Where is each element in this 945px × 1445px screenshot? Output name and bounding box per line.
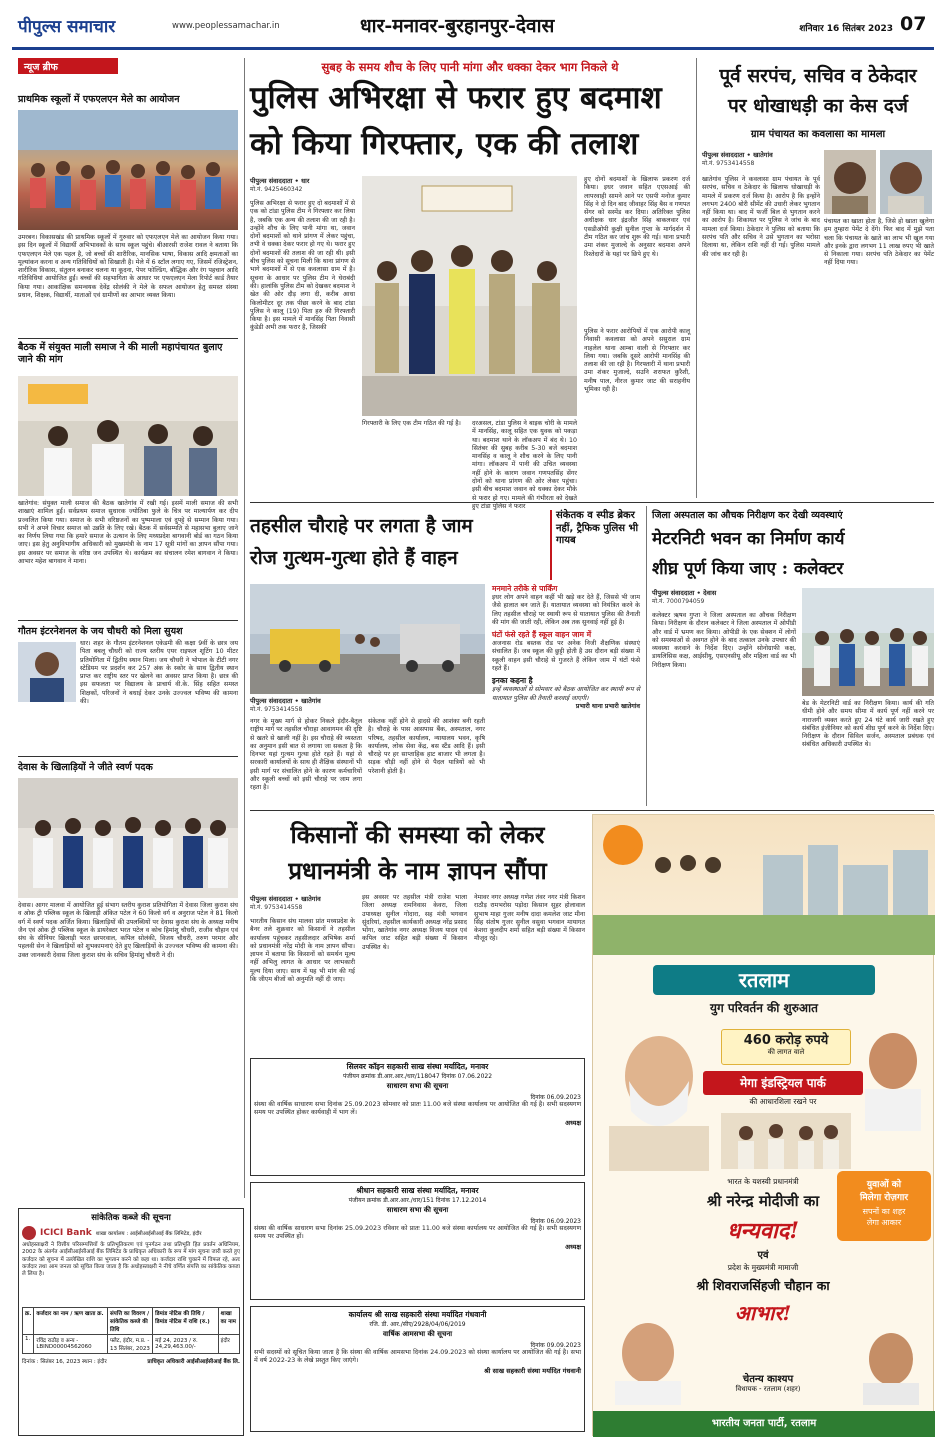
byline-place: खातेगांव [753,151,773,159]
hospital-kicker: जिला अस्पताल का औचक निरीक्षण कर देखी व्यवस्थाएं [652,510,843,521]
box-head-quote: इनका कहना है [492,676,533,686]
police-group-graphic [362,176,577,416]
ad-mla-post: विधायक - रतलाम (शहर) [735,1385,801,1393]
farmers-col2: इस अवसर पर तहसील मंत्री राजेश भाला जिला अध्यक्ष रामनिवास केवरा, जिला उपाध्यक्ष सुनील गोदारा, सह मंत्री भगवान सुंदरियां, तहसील कार्यकारी अध्यक्ष नरेंद्र प्रसाद भोंगा, खातेगांव नगर अध्यक्ष विजय यादव एवं कपिल जाट सहित बड़ी संख्या में किसान उपस्थित थे। [362,894,467,951]
brief-item2-body: खातेगांव: संयुक्त माली समाज की बैठक खातेगांव में रखी गई। इसमें माली समाज की सभी शाखाएं शामिल हुईं। सर्वप्रथम समाज सुधारक ज्योतिबा फुले के चित्र पर माल्यार्पण कर दीप प्रज्वलित किया गया। समाज के सभी वरिष्ठजनों का पुष्पमाला एवं दुपट्टे से सम्मान किया गया। सभी ने अपने विचार समाज को उन्नति के लिए रखे। बैठक में सर्वसम्मति से महासभा बुलाए जाने का निर्णय लिया गया कि हमारे समाज के उत्थान के लिए मध्यप्रदेश बागवानी बोर्ड का गठन किया जाए। इस हेतु अनुविभागीय अधिकारी को मुख्यमंत्री के नाम 17 सूत्री मांगों का ज्ञापन सौंपा गया। इस अवसर पर समाज के वरिष्ठ जन उपस्थित थे। कार्यक्रम का संचालन रमेश बागवान ने किया। आभार महेश बागवान ने माना। [18,500,238,566]
icici-sign: प्राधिकृत अधिकारी आईसीआईसीआई बैंक लि. [147,1359,240,1365]
farmers-byline: पीपुल्स संवाददाता • खातेगांव मो.नं. 9753414558 [250,894,355,916]
table-header: संपत्ति का विवरण / सांकेतिक कब्जे की तिथि [107,1308,152,1335]
byline-place: खातेगांव [301,697,321,705]
byline-name: पीपुल्स संवाददाता [250,177,293,185]
shivraj-photo [855,1021,931,1131]
box-body-school: अजनास रोड बस्तक रोड पर अनेक निजी शैक्षणिक संस्थाएं संचालित हैं। जब स्कूल की छुट्टी होती है उस दौरान बड़ी संख्या में स्कूली वाहन इसी चौराहे से गुजरते हैं लेकिन जाम में घंटों फंसे रहते हैं। [492,640,640,673]
byline-name: पीपुल्स संवाददाता [652,589,695,597]
traffic-side-head: संकेतक व स्पीड ब्रेकर नहीं, ट्रैफिक पुलिस भी गायब [550,510,640,580]
edition-title: धार-मनावर-बुरहानपुर-देवास [360,15,555,37]
players-group-graphic [18,778,238,898]
box-quote: इन्हें व्यवस्थाओं से सोमवार को बैठक आयोजित कर स्थायी रूप से यातायात पुलिस की तैनाती करवाई जाएगी। [492,686,640,702]
column-divider [244,58,245,1198]
farmers-col1: भारतीय किसान संघ मालवा प्रांत मध्यप्रदेश के बैनर तले शुक्रवार को किसानों ने तहसील कार्यालय पहुंचकर तहसीलदार अभिषेक शर्मा को प्रधानमंत्री नरेंद्र मोदी के नाम ज्ञापन सौंपा। ज्ञापन में बताया कि किसानों को समर्थन मूल्य नहीं अभिलु लागत के आधार पर लाभकारी मूल्य दिया जाए। साथ में यह भी मांग की गई कि जीएम बीजों को अनुमति नहीं दी जाए। [250,918,355,984]
mla-photo-left [603,1315,693,1405]
page-number: 07 [900,13,927,35]
lead-col4: पुलिस ने फरार आरोपियों में एक आरोपी कालू निवासी कवलासा को अपने ससुराल ग्राम नाहलेल थाना आम्बा वाली से गिरफ्तार कर लिया गया। जबकि दूसरे आरोपी मानसिंह की तलाश की जा रही है। गिरफ्तारी में थाना प्रभारी उमा शंकर मुजाल्दे, सउनि शराफत कुरैशी, मनीष पाल, नीरज कुमार जाट की सराहनीय भूमिका रही है। [584,328,690,394]
table-cell: फ्लैट, इंदौर, म.प्र. - 13 सितंबर, 2023 [107,1335,152,1354]
ad-amount: 460 करोड़ रुपये [743,1033,829,1048]
ad-pm-name: श्री नरेन्द्र मोदीजी का [706,1192,820,1210]
jay-chaudhary-photo [18,642,76,702]
box-head-parking: मनमाने तरीके से पार्किंग [492,584,558,593]
fraud-headline-1: पूर्व सरपंच, सचिव व ठेकेदार [719,65,917,87]
lead-headline-1: पुलिस अभिरक्षा से फरार हुए बदमाश [250,80,662,116]
icici-footer [22,1357,240,1365]
mla-photo-right [851,1325,931,1405]
ad-tagline: युग परिवर्तन की शुरुआत [709,1001,819,1015]
traffic-byline: पीपुल्स संवाददाता • खातेगांव मो.नं. 9753414558 [250,696,485,718]
mla-portrait-graphic [603,1315,693,1405]
fraud-story [702,58,934,498]
inspection-graphic [802,588,934,696]
issue-date: शनिवार 16 सितंबर 2023 [799,24,893,34]
modi-portrait-graphic [599,1021,719,1171]
notice3-head: कार्यालय श्री साख सहकारी संस्था मर्यादित गंधवानी [348,1310,487,1319]
table-header: कर्जदार का नाम / ऋण खाता क्र. [34,1308,108,1335]
notice1-sub: पंजीयन क्रमांक डी.आर.आर./धार/118047 दिनांक 07.06.2022 [342,1073,493,1080]
school-fair-photo [18,110,238,230]
leader-portrait-graphic [851,1325,931,1405]
ad-amount-sub: की लागत वाले [767,1048,805,1056]
portrait-graphic [824,150,876,214]
ad-dream-1: सपनों का शहर [862,1207,906,1216]
industrial-skyline-graphic [593,815,935,955]
section-rule [250,502,934,503]
icici-body: अधोहस्ताक्षरी ने वित्तीय परिसम्पत्तियों के प्रतिभूतिकरण एवं पुनर्गठन तथा प्रतिभूति हित प्रवर्तन अधिनियम, 2002 के अंतर्गत आईसीआईसीआई बैंक लिमिटेड के प्राधिकृत अधिकारी के रूप में मांग सूचना जारी करते हुए कर्जदार को सूचना में उल्लेखित राशि का भुगतान करने को कहा था। कर्जदार राशि चुकाने में विफल रहे, अतः कर्जदार तथा आम जनता को सूचित किया जाता है कि अधोहस्ताक्षरी ने नीचे वर्णित संपत्ति का सांकेतिक कब्जा ले लिया है। [22,1242,240,1277]
icici-footer-date: दिनांक : सितंबर 16, 2023 स्थान : इंदौर [22,1359,107,1365]
website: www.peoplessamachar.in [172,21,280,31]
table-header: शाखा का नाम [218,1308,239,1335]
notice3-date: दिनांक 09.09.2023 [530,1342,581,1349]
notice1-title: साधारण सभा की सूचना [386,1082,449,1090]
icici-bank-name: ICICI Bank [40,1228,92,1238]
advertisement [592,814,934,1436]
fraud-body: खातेगांव पुलिस ने कवलासा ग्राम पंचायत के पूर्व सरपंच, सचिव व ठेकेदार के खिलाफ धोखाधड़ी के मामले में प्रकरण दर्ज किया है। आरोप है कि इन्होंने लगभग 2400 बोरी सीमेंट की उधारी लेकर भुगतान नहीं किया था। बाद में फर्जी बिल से भुगतान करने का आरोप है। शिकायत पर पुलिस ने जांच के बाद मामला दर्ज किया। ठेकेदार ने पुलिस को बताया कि सरपंच पति और सचिव ने उसे भुगतान का भरोसा दिलाया था, लेकिन राशि नहीं दी गई। पुलिस मामले की जांच कर रही है। [702,176,820,258]
traffic-jam-photo [250,584,485,694]
mali-samaj-meeting-photo [18,376,238,496]
icici-logo-icon [22,1226,36,1240]
notice2-title: साधारण सभा की सूचना [386,1206,449,1214]
byline-name: पीपुल्स संवाददाता [702,151,745,159]
byline-mobile: मो.नं. 9753414558 [250,706,303,713]
hospital-col2: बेड के मेटरनिटी वार्ड का निरीक्षण किया। कार्य की गति धीमी होने और समय सीमा में कार्य पूर्ण नहीं करने पर नाराजगी व्यक्त करते हुए 24 घंटे कार्य जारी रखते हुए संबंधित इंजीनियर को कार्य शीघ्र पूर्ण करने के निर्देश दिए। निरीक्षण के दौरान सिविल सर्जन, अस्पताल प्रबंधक एवं संबंधित अधिकारी उपस्थित थे। [802,700,934,749]
lotus-icon [607,825,637,855]
byline-place: धार [301,177,310,185]
icici-branch: शाखा कार्यालय : आईसीआईसीआई बैंक लिमिटेड, इंदौर [95,1231,202,1237]
brief-item3-body: धार। शहर के गौतम इंटरनेशनल एकेडमी की कक्षा 9वीं के छात्र जय पिता बबलू चौधरी को राज्य स्तरीय एयर राइफल शूटिंग 10 मीटर प्रतियोगिता में द्वितीय स्थान मिला। जय चौधरी ने भोपाल के टीटी नगर स्टेडियम पर प्रदर्शन कर 257 अंक के स्कोर के साथ द्वितीय स्थान प्राप्त कर राष्ट्रीय स्तर पर खेलने का अवसर प्राप्त किया है। छात्र की इस सफलता पर विद्यालय के प्राचार्य वी.के. सिंह सहित समस्त शिक्षकों, परिजनों ने बधाई देकर उनके उज्ज्वल भविष्य की कामना की। [80,640,238,706]
ad-cm-pre: प्रदेश के मुख्यमंत्री मामाजी [727,1263,799,1272]
table-cell: रविंद्र राठौड़ व अन्य - LBIND00004562060 [34,1335,108,1354]
byline-mobile: मो.नं. 9753414558 [250,904,303,911]
notice1-date: दिनांक 06.09.2023 [530,1094,581,1101]
ad-jobs-1: युवाओं को [866,1180,902,1190]
divider [18,338,238,339]
ad-cm-thanks: आभार! [734,1301,792,1325]
brief-item1-body: उमरबन। विकासखंड की प्राथमिक स्कूलों में गुरुवार को एफएलएन मेले का आयोजन किया गया। इस दिन स्कूलों में विद्यार्थी अभिभावकों के साथ स्कूल पहुंचे। बीआरसी राजेश रावल ने बताया कि एफएलएन मेले एक पहल है, जो बच्चों की शारीरिक, मानसिक भाषा, विकास आदि क्षमताओं का मूल्यांकन करना व अन्य गतिविधियों को सिखाती है। मेले में 6 स्टॉल लगाए गए, जिसमें रजिस्ट्रेशन, शारीरिक विकास, संतुलन बनाकर चलना या कूदना, पेपर फोल्डिंग, बौद्धिक और रंग पहचान आदि गतिविधियां आयोजित हुईं। बच्चों की सहभागिता के आधार पर एफएलएन मेला रिपोर्ट कार्ड तैयार किया गया। आकांक्षिक समन्वयक देवेंद्र सोलंकी ने मेले के सफल आयोजन हेतु समस्त संस्था प्रधान, शिक्षक, विद्यार्थी, माताओं एवं ग्रामीणों का आभार व्यक्त किया। [18,234,238,300]
table-header: क्र. [23,1308,34,1335]
masthead-rule [12,47,934,50]
notice2-sign: अध्यक्ष [565,1242,581,1251]
children-group-graphic [18,110,238,230]
byline-place: देवास [703,589,717,597]
meeting-graphic [18,376,238,496]
kurash-players-photo [18,778,238,898]
byline-name: पीपुल्स संवाददाता [250,697,293,705]
portrait-graphic [18,642,76,702]
divider [18,756,238,757]
byline-place: खातेगांव [301,895,321,903]
farmers-headline-2: प्रधानमंत्री के नाम ज्ञापन सौंपा [288,856,547,885]
ad-pm-thanks: धन्यवाद! [726,1218,800,1244]
notice3-sign: श्री साख सहकारी संस्था मर्यादित गंधवानी [484,1366,581,1375]
byline-mobile: मो.नं. 7000794059 [652,598,705,605]
portrait-graphic [880,150,932,214]
accused-photo-2 [880,150,932,214]
lead-col3: हुए दोनों बदमाशों के खिलाफ प्रकरण दर्ज किया। इधर जवान सहित एएसआई की लापरवाही सामने आने पर एसपी मनोज कुमार सिंह ने दो दिन बाद जीवाहर सिंह बैस व गणपत सेंगर को सस्पेंड कर दिया। अतिरिक्त पुलिस अधीक्षक धार इंद्रजीत सिंह बाकलवार एवं एसडीओपी कुक्षी सुनील गुप्ता के मार्गदर्शन में टीम गठित कर जांच शुरू की गई। थाना प्रभारी उमा शंकर मुजाल्दे के अनुसार बदमाश अपने रिश्तेदारों के यहां पर छिपे हुए थे। [584,176,690,258]
news-brief [18,58,238,1203]
hospital-col1: कलेक्टर ऋषव गुप्ता ने जिला अस्पताल का औचक निरीक्षण किया। निरीक्षण के दौरान कलेक्टर ने जिला अस्पताल में ओपीडी और वार्ड में भ्रमण कर किया। ओपीडी के एक सेक्शन में लोगों को समस्याओं से अवगत होने के बाद तत्काल उनके उपचार की व्यवस्था करवाने के निर्देश दिए। उन्होंने सोनोग्राफी कक्ष, डायलिसिस कक्ष, आईसीयू, एसएनसीयू और महिला वार्ड का भी निरीक्षण किया। [652,612,796,669]
traffic-story [250,506,640,806]
table-cell: 1. [23,1335,34,1354]
ad-cm-name: श्री शिवराजसिंहजी चौहान का [696,1278,830,1293]
table-cell: इंदौर [218,1335,239,1354]
hospital-byline: पीपुल्स संवाददाता • देवास मो.नं. 7000794059 [652,588,772,610]
traffic-graphic [250,584,485,694]
shivraj-portrait-graphic [855,1021,931,1131]
ad-and: एवं [757,1250,769,1261]
fraud-byline: पीपुल्स संवाददाता • खातेगांव मो.नं. 9753414558 [702,150,820,172]
brief-item4-body: देवास। आगर मालवा में आयोजित हुई संभाग स्तरीय कुराश प्रतियोगिता में देवास जिला कुराश संघ व ओक ट्री पब्लिक स्कूल के खिलाड़ी अंकित पटेल ने 60 किलो वर्ग व अनुराज पटेल ने 81 किलो वर्ग में स्वर्ण पदक अर्जित किया। खिलाड़ियों की उपलब्धियों पर देवास कुराश संघ के अध्यक्ष मनीष जैन एवं ओक ट्री पब्लिक स्कूल के डायरेक्टर भरत पटेल व कोच हिमांशु चौधरी, राजीव चौहान एवं संघ के सीनियर खिलाड़ी भरत छापरवाल, कपिल सोलंकी, विजय चौधरी, तरुण परमार और पहलवी सेन ने खिलाड़ियों को शुभकामनाएं देते हुए खिलाड़ियों के उज्ज्वल भविष्य की कामना की। उक्त जानकारी देवास जिला कुराश संघ के सचिव हिमांशु चौधरी ने दी। [18,902,238,959]
lead-photo-caption: गिरफ्तारी के लिए एक टीम गठित की गई है। [362,420,461,427]
brief-item3-title: गौतम इंटरनेशनल के जय चौधरी को मिला सुयश [18,626,183,637]
column-divider [646,506,647,806]
masthead-logo [18,14,178,38]
byline-mobile: मो.नं. 9425460342 [250,186,303,193]
lead-headline-2: को किया गिरफ्तार, एक की तलाश [250,126,639,162]
ceremony-graphic [721,1113,851,1169]
lead-byline: पीपुल्स संवाददाता • धार मो.नं. 9425460342 [250,176,355,198]
notice3-sub: रजि. डी. आर./सीए/2928/04/06/2019 [369,1321,466,1328]
brief-item1-title: प्राथमिक स्कूलों में एफएलएन मेले का आयोजन [18,94,180,105]
traffic-headline-1: तहसील चौराहे पर लगता है जाम [250,515,473,537]
box-head-school: घंटों फंसे रहते हैं स्कूल वाहन जाम में [492,630,592,640]
notice2-date: दिनांक 06.09.2023 [530,1218,581,1225]
notice2-sub: पंजीयन क्रमांक डी.आर.आर./धार/151 दिनांक 17.12.2014 [348,1197,487,1204]
ad-pm-pre: भारत के यशस्वी प्रधानमंत्री [727,1177,799,1186]
farmers-story [250,814,585,1054]
traffic-side-box [492,584,640,806]
ad-dream-2: लेगा आकार [866,1218,902,1227]
logo-text: पीपुल्स समाचार [18,17,116,37]
notice-3 [250,1306,585,1432]
fraud-photo-caption: पंचायत का खाता होता है, जिसे हो खाता खुलेगा हम तुम्हारा पेमेंट दे देंगे। फिर बाद में मुझे पता चला कि पंचायत के खाते का लाभ भी खुल गया और इनके द्वारा लगभग 11 लाख रुपए भी खाते से निकाला गया। सरपंच पति ठेकेदार का पेमेंट नहीं दिया गया। [824,218,934,267]
icici-brand [22,1226,240,1240]
ad-park: मेगा इंडस्ट्रियल पार्क [703,1071,863,1095]
ad-party: भारतीय जनता पार्टी, रतलाम [593,1411,935,1437]
table-row [23,1335,240,1354]
notice2-head: श्रीधान सहकारी साख संस्था मर्यादित, मनावर [356,1186,479,1195]
lead-col1: पुलिस अभिरक्षा से फरार हुए दो बदमाशों में से एक को टांडा पुलिस टीम ने गिरफ्तार कर लिया है, जबकि एक अन्य की तलाश की जा रही है। उन्होंने शौच के लिए पानी मांगा था, जवान दोनों बदमाशों को थाने प्रांगण में लेकर पहुंचा, तभी वे धक्का देकर फरार हो गए थे। फरार हुए दोनों बदमाशों की तलाश की जा रही थी। इसी बीच पुलिस को सूचना मिली कि थाना प्रांगण से भागे बदमाशों में से एक कवलासा ग्राम में है। सूचना के आधार पर पुलिस टीम ने घेराबंदी की। हालांकि पुलिस टीम को देखकर बदमाश ने खेत की ओर दौड़ लगा दी, करीब आधा किलोमीटर दूर तक पीछा करने के बाद टांडा पुलिस ने कालू (19) पिता हरु की गिरफ्तारी किया है। इस मामले में मानसिंह पिता निवासी कुंडेडी अभी तक फरार है, जिसकी [250,200,355,332]
traffic-headline-2: रोज गुत्थम-गुत्था होते हैं वाहन [250,547,458,569]
icici-table [22,1307,240,1354]
notices [250,1058,585,1434]
table-header: डिमांड नोटिस की तिथि / डिमांड नोटिस में राशि (रु.) [153,1308,218,1335]
notice-2 [250,1182,585,1300]
icici-title: सांकेतिक कब्जे की सूचना [91,1213,171,1223]
fraud-headline-2: पर धोखाधड़ी का केस दर्ज [728,95,908,117]
column-divider [696,58,697,498]
table-cell: मई 24, 2023 / रु. 24,29,463.00/- [153,1335,218,1354]
brief-item2-title: बैठक में संयुक्त माली समाज ने की माली महापंचायत बुलाए जाने की मांग [18,342,223,366]
brief-label: न्यूज ब्रीफ [18,58,118,74]
farmers-col3: नेमावर नगर अध्यक्ष गणेश तंवर नगर मंत्री किशन राठौड़ रामभरोस पड़ोदा किसान सुहर होलावाल सुभाष माहा गुजर मनीष दादा कमलेश जाट मीना सिंह संतोष गुजर सुनील वसुवा भगवान मायागत केशरा कुलदीप शर्मा सहित बड़ी संख्या में किसान मौजूद रहे। [474,894,585,943]
police-arrest-photo [362,176,577,416]
ad-top-band [593,815,935,955]
traffic-col1: नगर के मुख्य मार्ग से होकर निकले इंदौर-बैतूल राष्ट्रीय मार्ग पर तहसील चौराहा आवागमन की दृष्टि से खतरे से खाली नहीं है। इस चौराहे की व्यस्तता का अनुमान इसी बात से लगाया जा सकता है कि दिनभर यहां गुत्थम गुत्था होते रहते हैं। यहां से सरकारी कार्यालयों के साथ ही शैक्षिक संस्थानों भी इसी मार्ग पर संचालित होने के कारण कर्मचारियों और स्कूली बच्चों को इसी चौराहे पर जाम लगा रहता है। [250,718,362,792]
ad-amount-box [721,1029,851,1065]
modi-photo [599,1021,719,1171]
lead-kicker: सुबह के समय शौच के लिए पानी मांगा और धक्का देकर भाग निकले थे [321,60,619,74]
fraud-subhead: ग्राम पंचायत का कवलासा का मामला [750,129,886,140]
ad-ceremony-photo [721,1113,851,1169]
byline-mobile: मो.नं. 9753414558 [702,160,755,167]
box-sign: प्रभारी थाना प्रभारी खातेगांव [575,702,640,710]
byline-name: पीपुल्स संवाददाता [250,895,293,903]
traffic-col2: संकेतक नहीं होने से हादसे की आशंका बनी रहती है। चौराहे के पास आसपास बैंक, अस्पताल, नगर परिषद, तहसील कार्यालय, न्यायालय भवन, कृषि कार्यालय, लोक सेवा केंद्र, बस स्टैंड आदि हैं। इसी चौराहे पर हर साप्ताहिक हाट बाजार भी लगता है। सड़क चौड़ी नहीं होने से पैदल यात्रियों को भी परेशानी होती है। [368,718,485,775]
section-rule [250,810,934,811]
ad-jobs-2: मिलेगा रोज़गार [859,1193,909,1203]
ad-jobs-badge [837,1171,931,1241]
notice1-head: सिलवर कॉइन सहकारी साख संस्था मर्यादित, मनावर [346,1062,489,1071]
box-body-parking: इधर लोग अपने वाहन कहीं भी खड़े कर देते हैं, जिससे भी जाम जैसे हालात बन जाते हैं। यातायात व्यवस्था को नियंत्रित करने के लिए तहसील चौराहे पर स्थायी रूप से यातायात पुलिस की तैनाती की मांग की जाती रही, लेकिन अब तक सुनवाई नहीं हुई है। [492,594,640,626]
icici-notice [18,1208,244,1436]
hospital-headline-2: शीघ्र पूर्ण किया जाए : कलेक्टर [652,559,844,579]
ad-mla-name: चेतन्य काश्यप [742,1374,794,1385]
notice1-sign: अध्यक्ष [565,1118,581,1127]
brief-item4-title: देवास के खिलाड़ियों ने जीते स्वर्ण पदक [18,762,153,773]
hospital-story [652,506,934,806]
notice2-body: संस्था की वार्षिक साधारण सभा दिनांक 25.09.2023 रविवार को प्रातः 11.00 बजे संस्था कार्यालय पर आयोजित की गई है। सभी सदस्यगण समय पर उपस्थित हों। [254,1225,581,1241]
collector-inspection-photo [802,588,934,696]
notice3-title: वार्षिक आमसभा की सूचना [382,1330,453,1338]
notice-1 [250,1058,585,1176]
accused-photo-1 [824,150,876,214]
notice1-body: संस्था की वार्षिक साधारण सभा दिनांक 25.09.2023 सोमवार को प्रातः 11.00 बजे संस्था कार्यालय पर आयोजित की गई है। सभी सदस्यगण समय पर उपस्थित होकर कार्यवाही में भाग लें। [254,1101,581,1117]
farmers-headline-1: किसानों की समस्या को लेकर [290,820,545,849]
ad-park-sub: की आधारशिला रखने पर [749,1097,817,1106]
divider [18,620,238,621]
lead-col2: दरअसल, टांडा पुलिस ने बाइक चोरी के मामले में मानसिंह, कालू सहित एक युवक को पकड़ा था। बदमाश थाने के लॉकअप में बंद थे। 10 सितंबर की सुबह करीब 5-30 बजे बदमाश मानसिंह व कालू ने शौच करने के लिए पानी मांगा। लॉकअप में पानी की उचित व्यवस्था नहीं होने के कारण जवान गणपतसिंह सेंगर दोनों को थाना प्रांगण की ओर लेकर पहुंचा। इसी बीच बदमाश जवान को धक्का देकर मौके से फरार हो गए। मामले की गंभीरता को देखते हुए टांडा पुलिस ने फरार [472,420,577,510]
ad-city: रतलाम [653,965,875,995]
hospital-headline-1: मेटरनिटी भवन का निर्माण कार्य [652,529,845,549]
lead-story [250,58,690,510]
masthead [0,0,945,52]
notice3-body: सभी सदस्यों को सूचित किया जाता है कि संस्था की वार्षिक आमसभा दिनांक 24.09.2023 को संस्था कार्यालय पर आयोजित की गई है। सभा में वर्ष 2022-23 के लेखे प्रस्तुत किए जाएंगे। [254,1349,581,1365]
